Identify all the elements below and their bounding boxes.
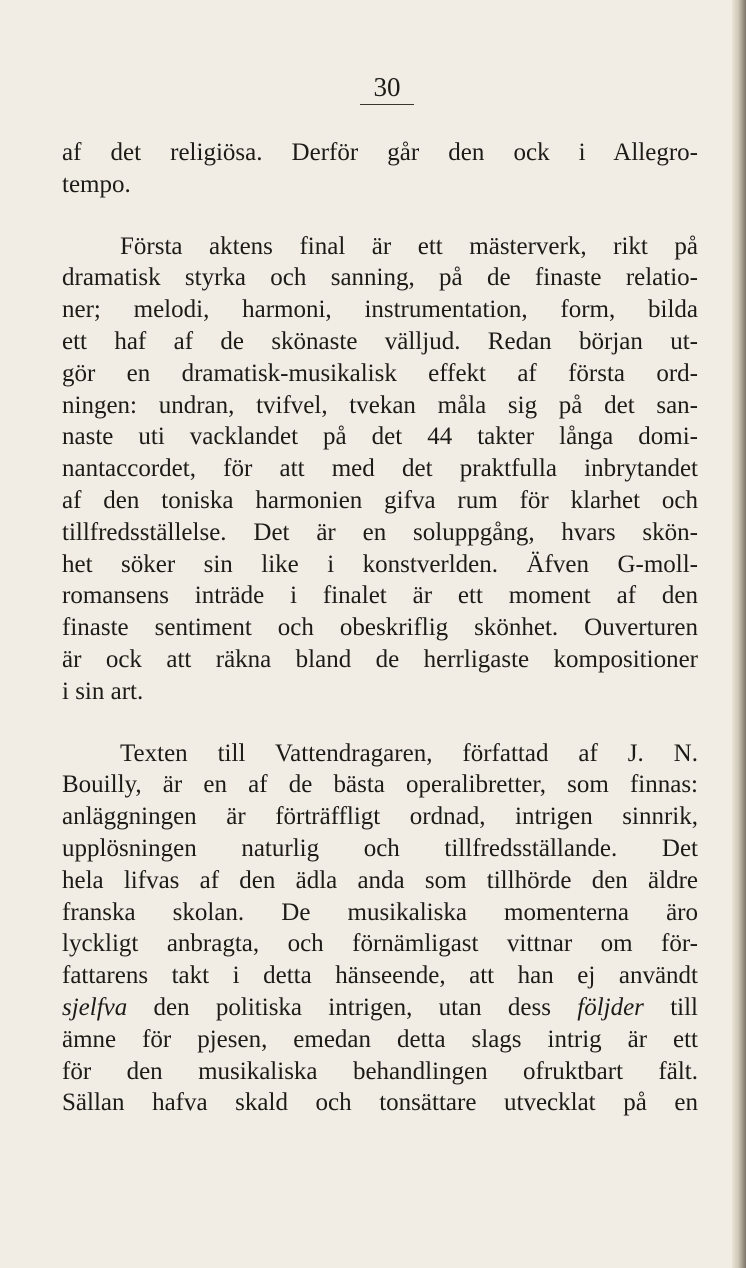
text-line: ningen: undran, tvifvel, tvekan måla sig på det san- — [62, 391, 698, 419]
emphasis-text: följder — [577, 993, 644, 1021]
text-line-with-emphasis — [62, 992, 698, 1024]
text-line: romansens inträde i finalet är ett moment af den — [62, 582, 698, 610]
text-line: hela lifvas af den ädla anda som tillhörde den äldre — [62, 866, 698, 894]
text-line: är ock att räkna bland de herrligaste kompositioner — [62, 645, 698, 673]
text-fragment: till — [643, 993, 698, 1021]
page-edge-shadow — [732, 0, 746, 1268]
page-number: 30 — [373, 72, 401, 102]
text-line: af den toniska harmonien gifva rum för klarhet och — [62, 486, 698, 514]
text-line: Bouilly, är en af de bästa operalibretter, som finnas: — [62, 771, 698, 799]
text-line: nantaccordet, för att med det praktfulla inbrytandet — [62, 455, 698, 483]
text-line: het söker sin like i konstverlden. Äfven G-moll- — [62, 550, 698, 578]
text-line: finaste sentiment och obeskriflig skönhet. Ouverturen — [62, 614, 698, 642]
text-line: fattarens takt i detta hänseende, att han ej användt — [62, 962, 698, 990]
text-line: tillfredsställelse. Det är en soluppgång, hvars skön- — [62, 518, 698, 546]
text-fragment: den politiska intrigen, utan dess — [127, 993, 578, 1021]
page-number-rule — [360, 104, 414, 105]
body-text — [62, 137, 698, 1119]
text-line: dramatisk styrka och sanning, på de finaste relatio- — [62, 264, 698, 292]
text-line: naste uti vacklandet på det 44 takter långa domi- — [62, 423, 698, 451]
text-line: ner; melodi, harmoni, instrumentation, form, bilda — [62, 296, 698, 324]
text-line: gör en dramatisk-musikalisk effekt af första ord- — [62, 359, 698, 387]
text-line: af det religiösa. Derför går den ock i Allegro- — [62, 139, 698, 166]
text-line: Sällan hafva skald och tonsättare utvecklat på en — [62, 1089, 698, 1117]
text-line: franska skolan. De musikaliska momenterna äro — [62, 898, 698, 926]
emphasis-text: sjelfva — [62, 993, 128, 1021]
text-line: för den musikaliska behandlingen ofruktbart fält. — [62, 1057, 698, 1085]
text-line: upplösningen naturlig och tillfredsställande. Det — [62, 834, 698, 862]
text-line: i sin art. — [62, 677, 144, 705]
text-line: Texten till Vattendragaren, författad af J. N. — [120, 739, 698, 767]
text-line: Första aktens final är ett mästerverk, rikt på — [120, 232, 698, 260]
text-line: tempo. — [62, 170, 131, 198]
text-line: lyckligt anbragta, och förnämligast vittnar om för- — [62, 930, 698, 958]
text-line: ämne för pjesen, emedan detta slags intrig är ett — [62, 1025, 698, 1053]
text-line: ett haf af de skönaste välljud. Redan början ut- — [62, 327, 698, 355]
text-line: anläggningen är förträffligt ordnad, intrigen sinnrik, — [62, 803, 698, 831]
